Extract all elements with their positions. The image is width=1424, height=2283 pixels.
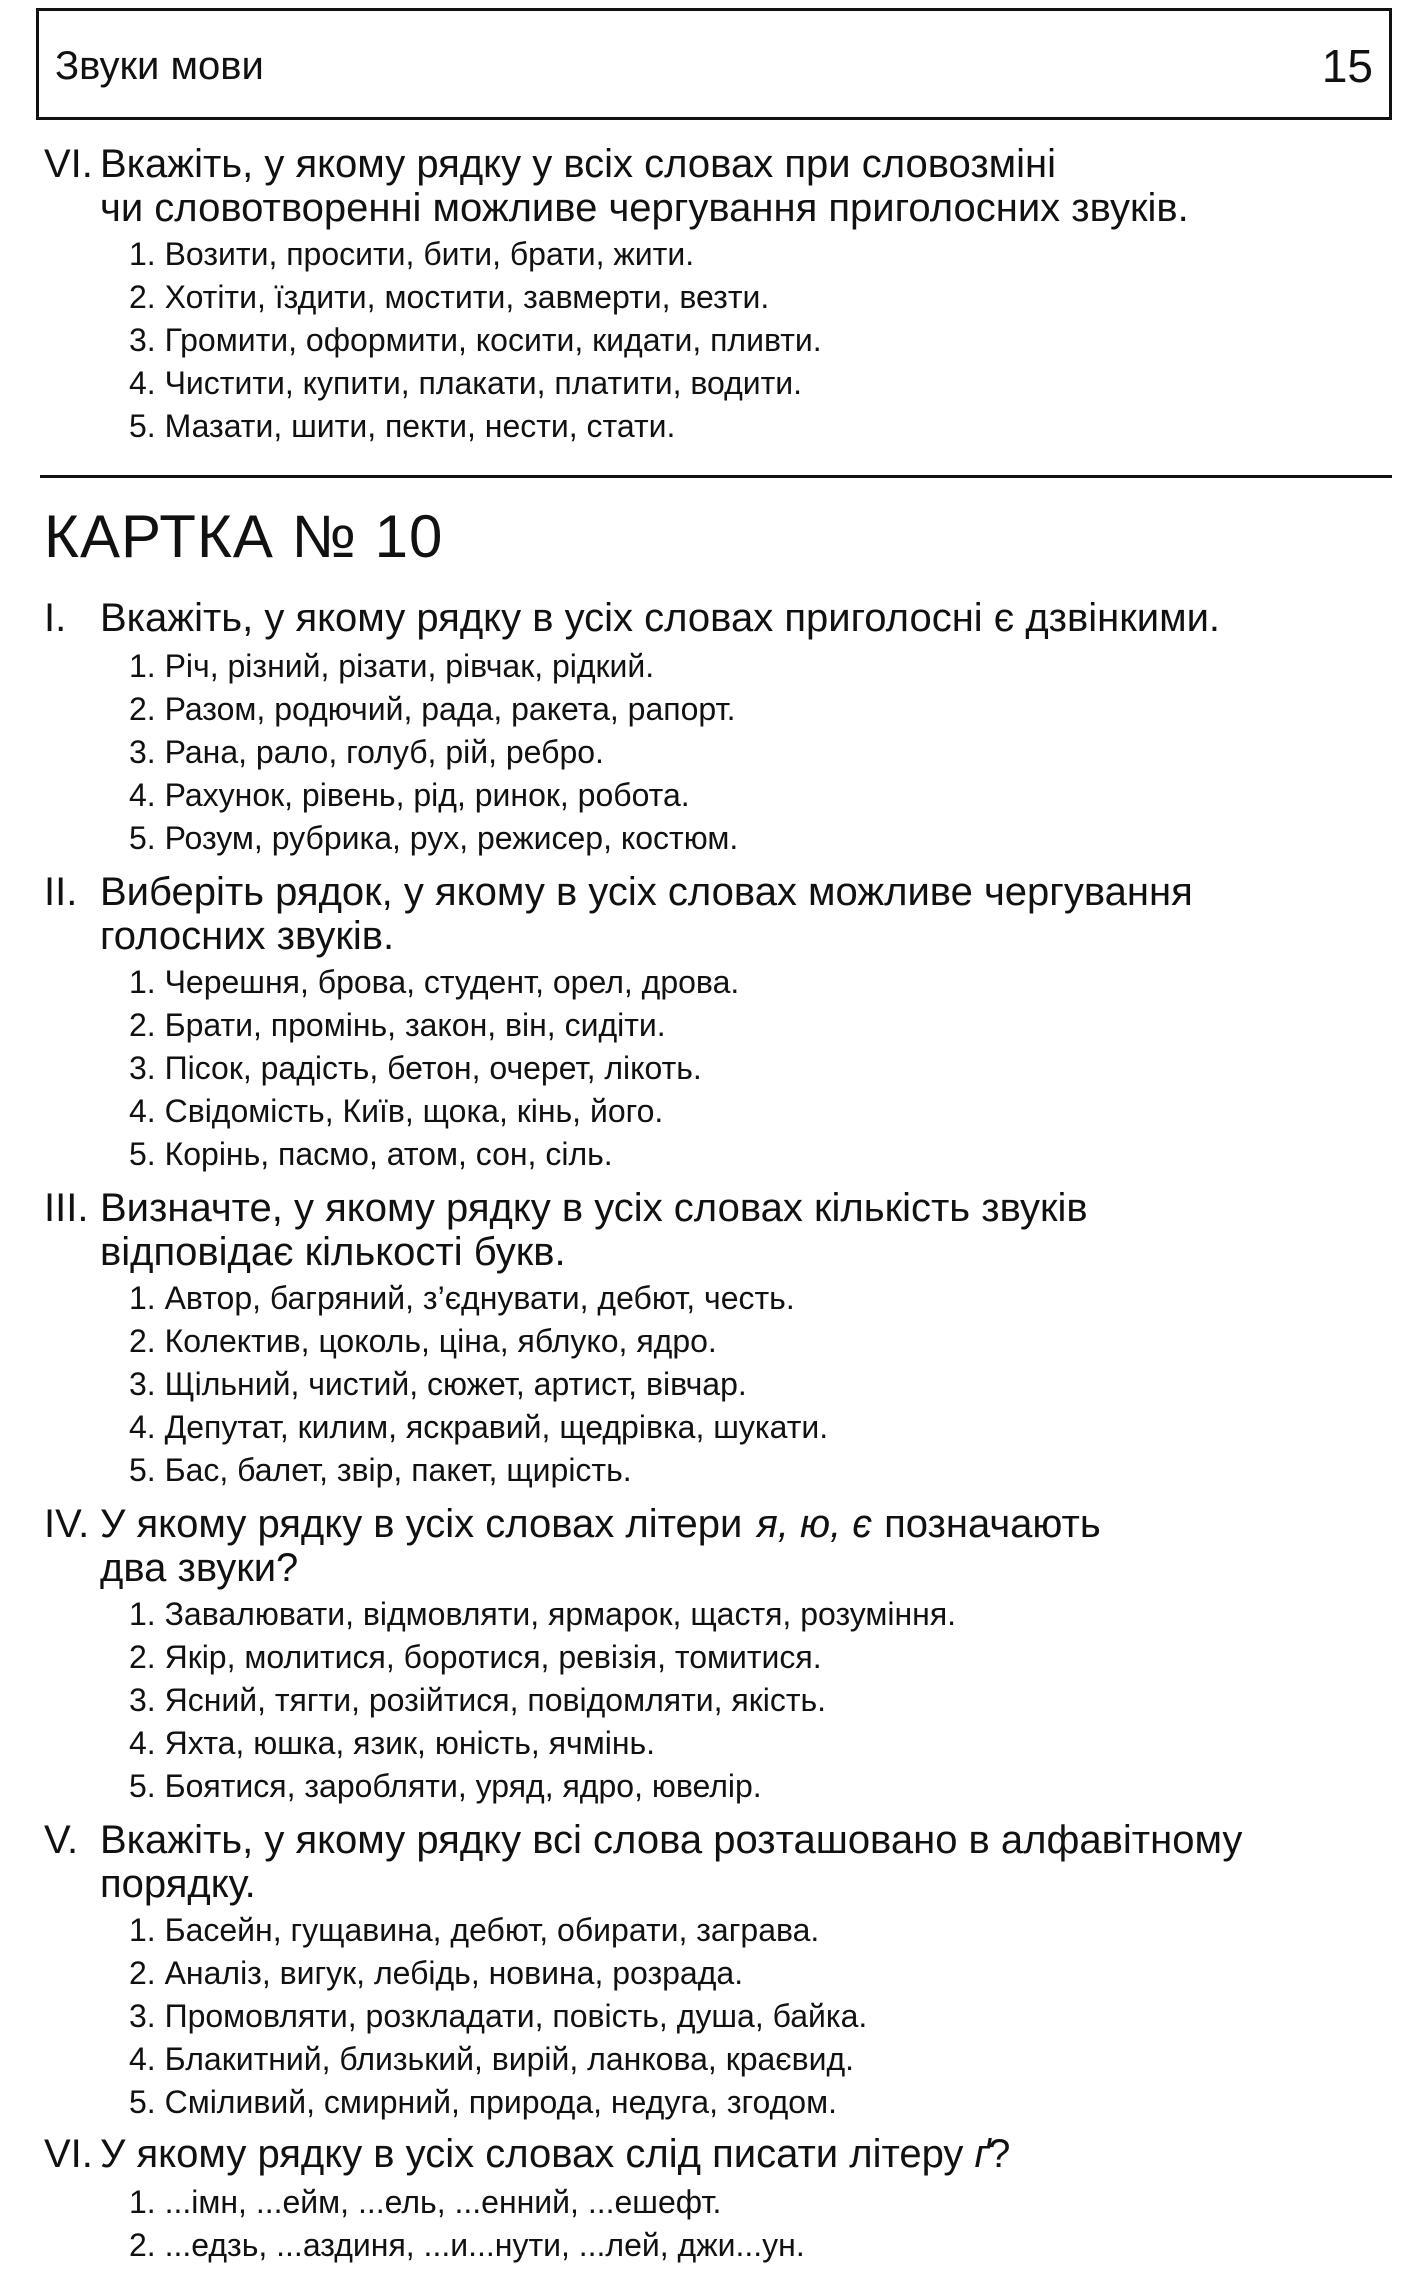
question-text-part: ?: [988, 2132, 1011, 2176]
question-text-line2: відповідає кількості букв.: [100, 1230, 566, 1274]
question-text-line1: Визначте, у якому рядку в усіх словах кількість звуків: [100, 1186, 1088, 1230]
question-text-part: У якому рядку в усіх словах літери: [100, 1502, 743, 1546]
option-item: 1. Завалювати, відмовляти, ярмарок, щастя, розуміння.: [129, 1596, 957, 1632]
question-text-line2: голосних звуків.: [100, 914, 395, 958]
option-item: 2. ...едзь, ...аздиня, ...и...нути, ...лей, джи...ун.: [129, 2227, 805, 2263]
question-text-part: позначають: [884, 1502, 1101, 1546]
option-item: 4. Свідомість, Київ, щока, кінь, його.: [129, 1093, 664, 1129]
question-text-line2: чи словотворенні можливе чергування приголосних звуків.: [100, 186, 1189, 230]
question-number: V.: [44, 1818, 79, 1862]
option-item: 4. Яхта, юшка, язик, юність, ячмінь.: [129, 1725, 656, 1761]
question-number: VI.: [44, 2132, 93, 2176]
option-item: 3. Рана, рало, голуб, рій, ребро.: [129, 734, 604, 770]
option-item: 3. Пісок, радість, бетон, очерет, лікоть.: [129, 1050, 702, 1086]
option-item: 5. Боятися, заробляти, уряд, ядро, ювелір.: [129, 1768, 762, 1804]
question-text-line1: Виберіть рядок, у якому в усіх словах можливе чергування: [100, 870, 1193, 914]
option-item: 2. Разом, родючий, рада, ракета, рапорт.: [129, 691, 736, 727]
question-text-line1: Вкажіть, у якому рядку у всіх словах при словозміні: [100, 142, 1057, 186]
question-number: VI.: [44, 142, 93, 186]
option-item: 4. Рахунок, рівень, рід, ринок, робота.: [129, 777, 690, 813]
option-item: 2. Колектив, цоколь, ціна, яблуко, ядро.: [129, 1323, 717, 1359]
section-title: Звуки мови: [55, 44, 264, 88]
question-text-line1: Вкажіть, у якому рядку всі слова розташовано в алфавітному: [100, 1818, 1243, 1862]
option-item: 5. Мазати, шити, пекти, нести, стати.: [129, 408, 676, 444]
option-item: 1. Черешня, брова, студент, орел, дрова.: [129, 964, 740, 1000]
question-text-line2: два звуки?: [100, 1546, 299, 1590]
option-item: 4. Чистити, купити, плакати, платити, водити.: [129, 365, 803, 401]
question-number: I.: [44, 596, 67, 640]
page-header: [36, 8, 1392, 120]
option-item: 4. Депутат, килим, яскравий, щедрівка, шукати.: [129, 1409, 829, 1445]
option-item: 5. Сміливий, смирний, природа, недуга, згодом.: [129, 2084, 837, 2120]
option-item: 3. Ясний, тягти, розійтися, повідомляти, якість.: [129, 1682, 827, 1718]
page-number: 15: [1321, 40, 1373, 92]
question-text-line1: Вкажіть, у якому рядку в усіх словах приголосні є дзвінкими.: [100, 596, 1221, 640]
question-number: II.: [44, 870, 78, 914]
question-text-part: У якому рядку в усіх словах слід писати літеру: [100, 2132, 964, 2176]
option-item: 1. Возити, просити, бити, брати, жити.: [129, 236, 695, 272]
question-text-line1: [100, 1502, 1380, 1546]
italic-letter: ґ: [974, 2132, 989, 2176]
option-item: 1. Річ, різний, різати, рівчак, рідкий.: [129, 648, 655, 684]
option-item: 1. Автор, багряний, з’єднувати, дебют, честь.: [129, 1280, 795, 1316]
option-item: 2. Хотіти, їздити, мостити, завмерти, везти.: [129, 279, 770, 315]
option-item: 1. Басейн, гущавина, дебют, обирати, заграва.: [129, 1912, 820, 1948]
option-item: 3. Щільний, чистий, сюжет, артист, вівчар.: [129, 1366, 747, 1402]
option-item: 3. Промовляти, розкладати, повість, душа, байка.: [129, 1998, 868, 2034]
italic-letters: я, ю, є: [756, 1502, 873, 1546]
option-item: 5. Бас, балет, звір, пакет, щирість.: [129, 1452, 632, 1488]
option-item: 5. Розум, рубрика, рух, режисер, костюм.: [129, 820, 739, 856]
question-text-line2: порядку.: [100, 1862, 256, 1906]
option-item: 2. Аналіз, вигук, лебідь, новина, розрада.: [129, 1955, 744, 1991]
option-item: 4. Блакитний, близький, вирій, ланкова, краєвид.: [129, 2041, 855, 2077]
section-divider: [40, 475, 1392, 478]
option-item: 2. Якір, молитися, боротися, ревізія, томитися.: [129, 1639, 822, 1675]
card-title: КАРТКА № 10: [44, 503, 444, 570]
option-item: 2. Брати, промінь, закон, він, сидіти.: [129, 1007, 666, 1043]
question-number: IV.: [44, 1502, 90, 1546]
question-text-line1: [100, 2132, 1380, 2176]
option-item: 3. Громити, оформити, косити, кидати, пливти.: [129, 322, 822, 358]
question-number: III.: [44, 1186, 89, 1230]
option-item: 1. ...імн, ...ейм, ...ель, ...енний, ...ешефт.: [129, 2184, 722, 2220]
option-item: 5. Корінь, пасмо, атом, сон, сіль.: [129, 1136, 613, 1172]
